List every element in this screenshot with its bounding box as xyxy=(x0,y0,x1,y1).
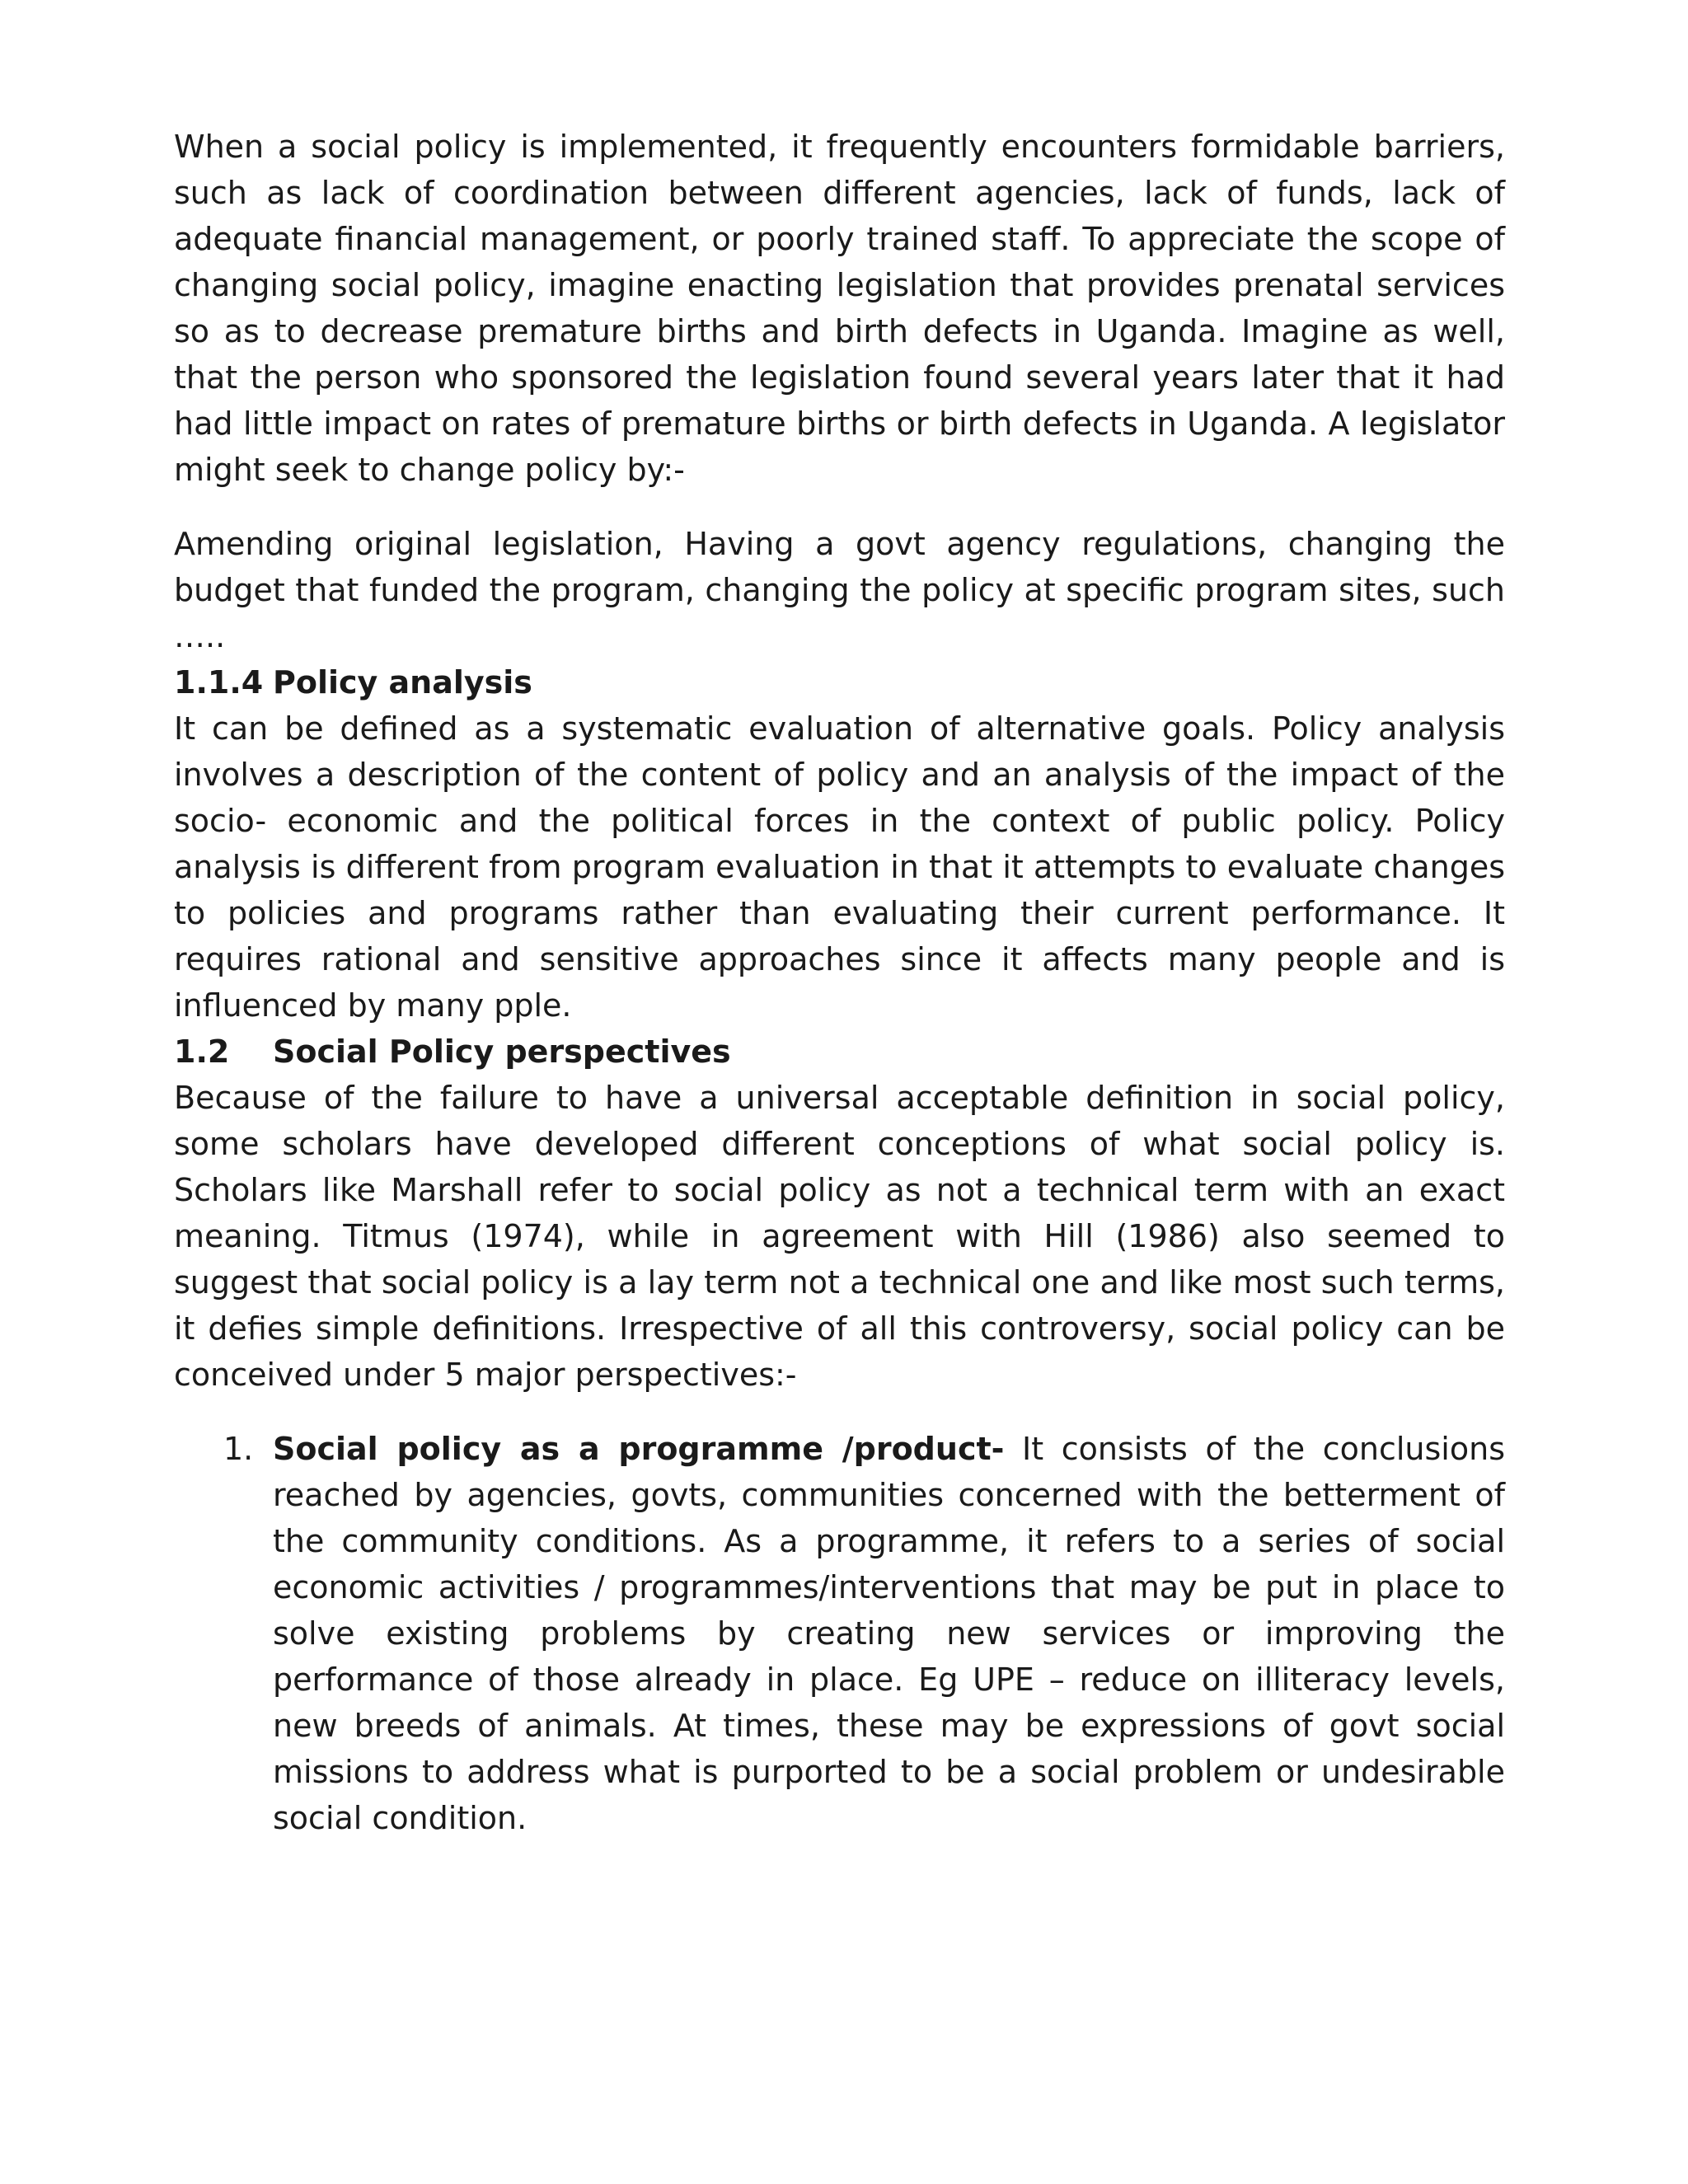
list-item-lead: Social policy as a programme /product- xyxy=(273,1431,1005,1467)
policy-analysis-paragraph: It can be defined as a systematic evaluation of alternative goals. Policy analysis involves a description of the content of policy and an analysis of the impact of the socio- economic and the political forces in the context of public policy. Policy analysis is different from program evaluation in that it attempts to evaluate changes to policies and programs rather than evaluating their current performance. It requires rational and sensitive approaches since it affects many people and is influenced by many pple. xyxy=(174,710,1505,1024)
list-marker: 1. xyxy=(223,1431,254,1467)
document-page xyxy=(174,124,1505,1841)
intro-paragraph: When a social policy is implemented, it frequently encounters formidable barriers, such as lack of coordination between different agencies, lack of funds, lack of adequate financial management, or poorly trained staff. To appreciate the scope of changing social policy, imagine enacting legislation that provides prenatal services so as to decrease premature births and birth defects in Uganda. Imagine as well, that the person who sponsored the legislation found several years later that it had had little impact on rates of premature births or birth defects in Uganda. A legislator might seek to change policy by:- xyxy=(174,129,1505,488)
section-title: Social Policy perspectives xyxy=(273,1033,731,1070)
perspectives-list xyxy=(174,1426,1505,1841)
list-item xyxy=(174,1426,1505,1841)
perspectives-paragraph: Because of the failure to have a universal acceptable definition in social policy, some scholars have developed different conceptions of what social policy is. Scholars like Marshall refer to social policy as not a technical term with an exact meaning. Titmus (1974), while in agreement with Hill (1986) also seemed to suggest that social policy is a lay term not a technical one and like most such terms, it defies simple definitions. Irrespective of all this controversy, social policy can be conceived under 5 major perspectives:- xyxy=(174,1080,1505,1393)
section-heading-social-policy-perspectives xyxy=(174,1029,1505,1075)
section-number: 1.2 xyxy=(174,1033,230,1070)
section-title: Policy analysis xyxy=(273,664,532,701)
change-methods-paragraph: Amending original legislation, Having a govt agency regulations, changing the budget that funded the program, changing the policy at specific program sites, such ….. xyxy=(174,526,1505,654)
section-heading-policy-analysis xyxy=(174,659,1505,705)
section-number: 1.1.4 xyxy=(174,664,264,701)
list-item-text: It consists of the conclusions reached by agencies, govts, communities concerned with the betterment of the community conditions. As a programme, it refers to a series of social economic activities / programmes/interventions that may be put in place to solve existing problems by creating new services or improving the performance of those already in place. Eg UPE – reduce on illiteracy levels, new breeds of animals. At times, these may be expressions of govt social missions to address what is purported to be a social problem or undesirable social condition. xyxy=(273,1431,1505,1836)
